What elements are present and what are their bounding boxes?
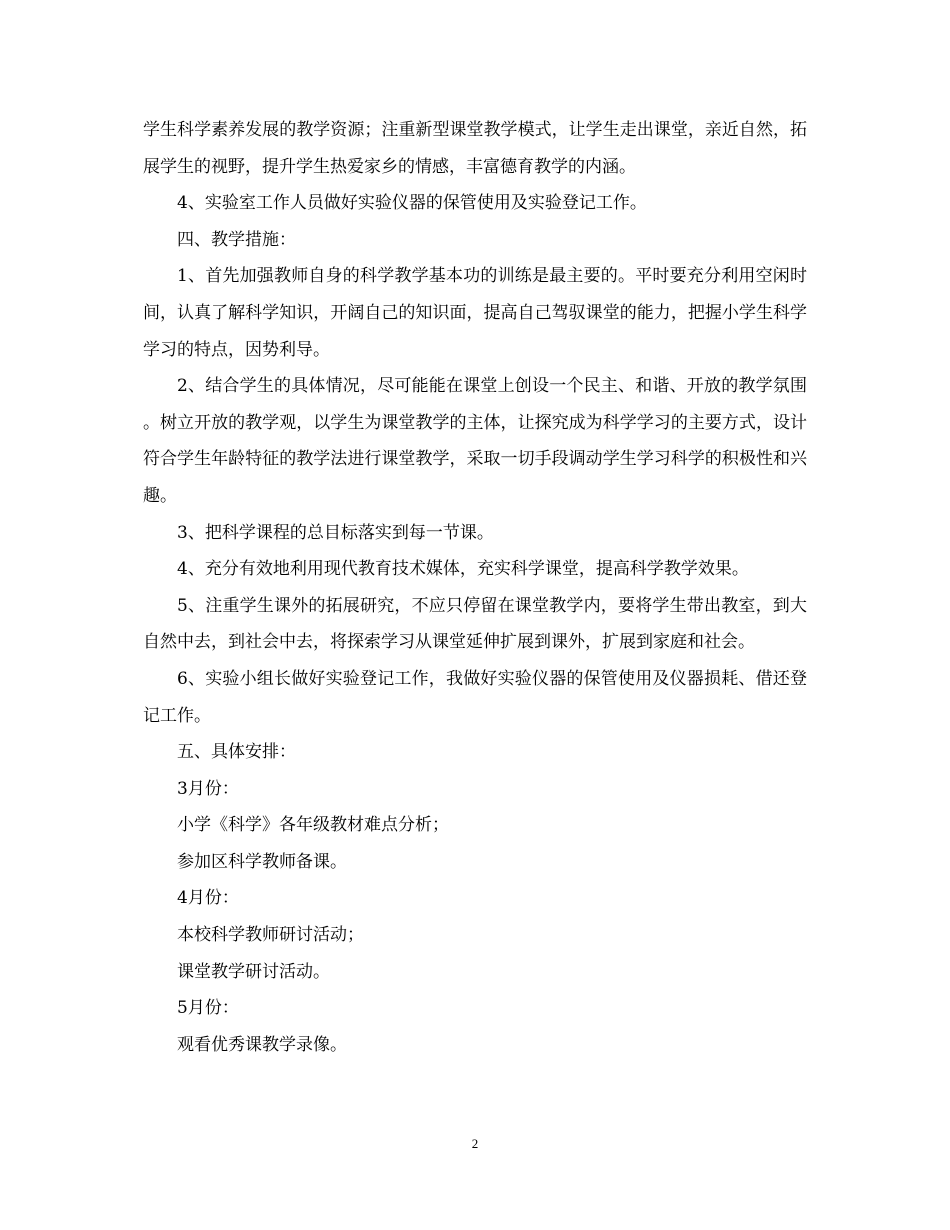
schedule-item: 观看优秀课教学录像。 xyxy=(177,1034,347,1055)
paragraph-measure-5: 5、注重学生课外的拓展研究，不应只停留在课堂教学内，要将学生带出教室，到大自然中去，到社会中去，将探索学习从课堂延伸扩展到课外，扩展到家庭和社会。 xyxy=(143,595,807,653)
paragraph-lab-staff: 4、实验室工作人员做好实验仪器的保管使用及实验登记工作。 xyxy=(177,193,647,214)
paragraph-measure-2: 2、结合学生的具体情况，尽可能能在课堂上创设一个民主、和谐、开放的教学氛围。树立开放的教学观，以学生为课堂教学的主体，让探究成为科学学习的主要方式，设计符合学生年龄特征的教学法进行课堂教学，采取一切手段调动学生学习科学的积极性和兴趣。 xyxy=(143,376,807,506)
schedule-item: 课堂教学研讨活动。 xyxy=(177,961,330,982)
schedule-item: 本校科学教师研讨活动； xyxy=(177,925,364,946)
paragraph-measure-6: 6、实验小组长做好实验登记工作，我做好实验仪器的保管使用及仪器损耗、借还登记工作。 xyxy=(143,668,807,726)
section-heading-schedule: 五、具体安排： xyxy=(177,742,296,763)
schedule-month-april: 4月份： xyxy=(177,888,239,909)
schedule-month-may: 5月份： xyxy=(177,998,239,1019)
schedule-item: 小学《科学》各年级教材难点分析； xyxy=(177,815,449,836)
paragraph-measure-4: 4、充分有效地利用现代教育技术媒体，充实科学课堂，提高科学教学效果。 xyxy=(177,559,749,580)
paragraph-continuation: 学生科学素养发展的教学资源；注重新型课堂教学模式，让学生走出课堂，亲近自然，拓展学生的视野，提升学生热爱家乡的情感，丰富德育教学的内涵。 xyxy=(143,120,807,177)
document-body xyxy=(143,112,807,1063)
schedule-item: 参加区科学教师备课。 xyxy=(177,851,347,872)
schedule-month-march: 3月份： xyxy=(177,778,239,799)
paragraph-measure-3: 3、把科学课程的总目标落实到每一节课。 xyxy=(177,522,494,543)
page-number: 2 xyxy=(471,1136,479,1151)
paragraph-measure-1: 1、首先加强教师自身的科学教学基本功的训练是最主要的。平时要充分利用空闲时间，认真了解科学知识，开阔自己的知识面，提高自己驾驭课堂的能力，把握小学生科学学习的特点，因势利导。 xyxy=(143,266,807,360)
section-heading-teaching-measures: 四、教学措施： xyxy=(177,229,296,250)
